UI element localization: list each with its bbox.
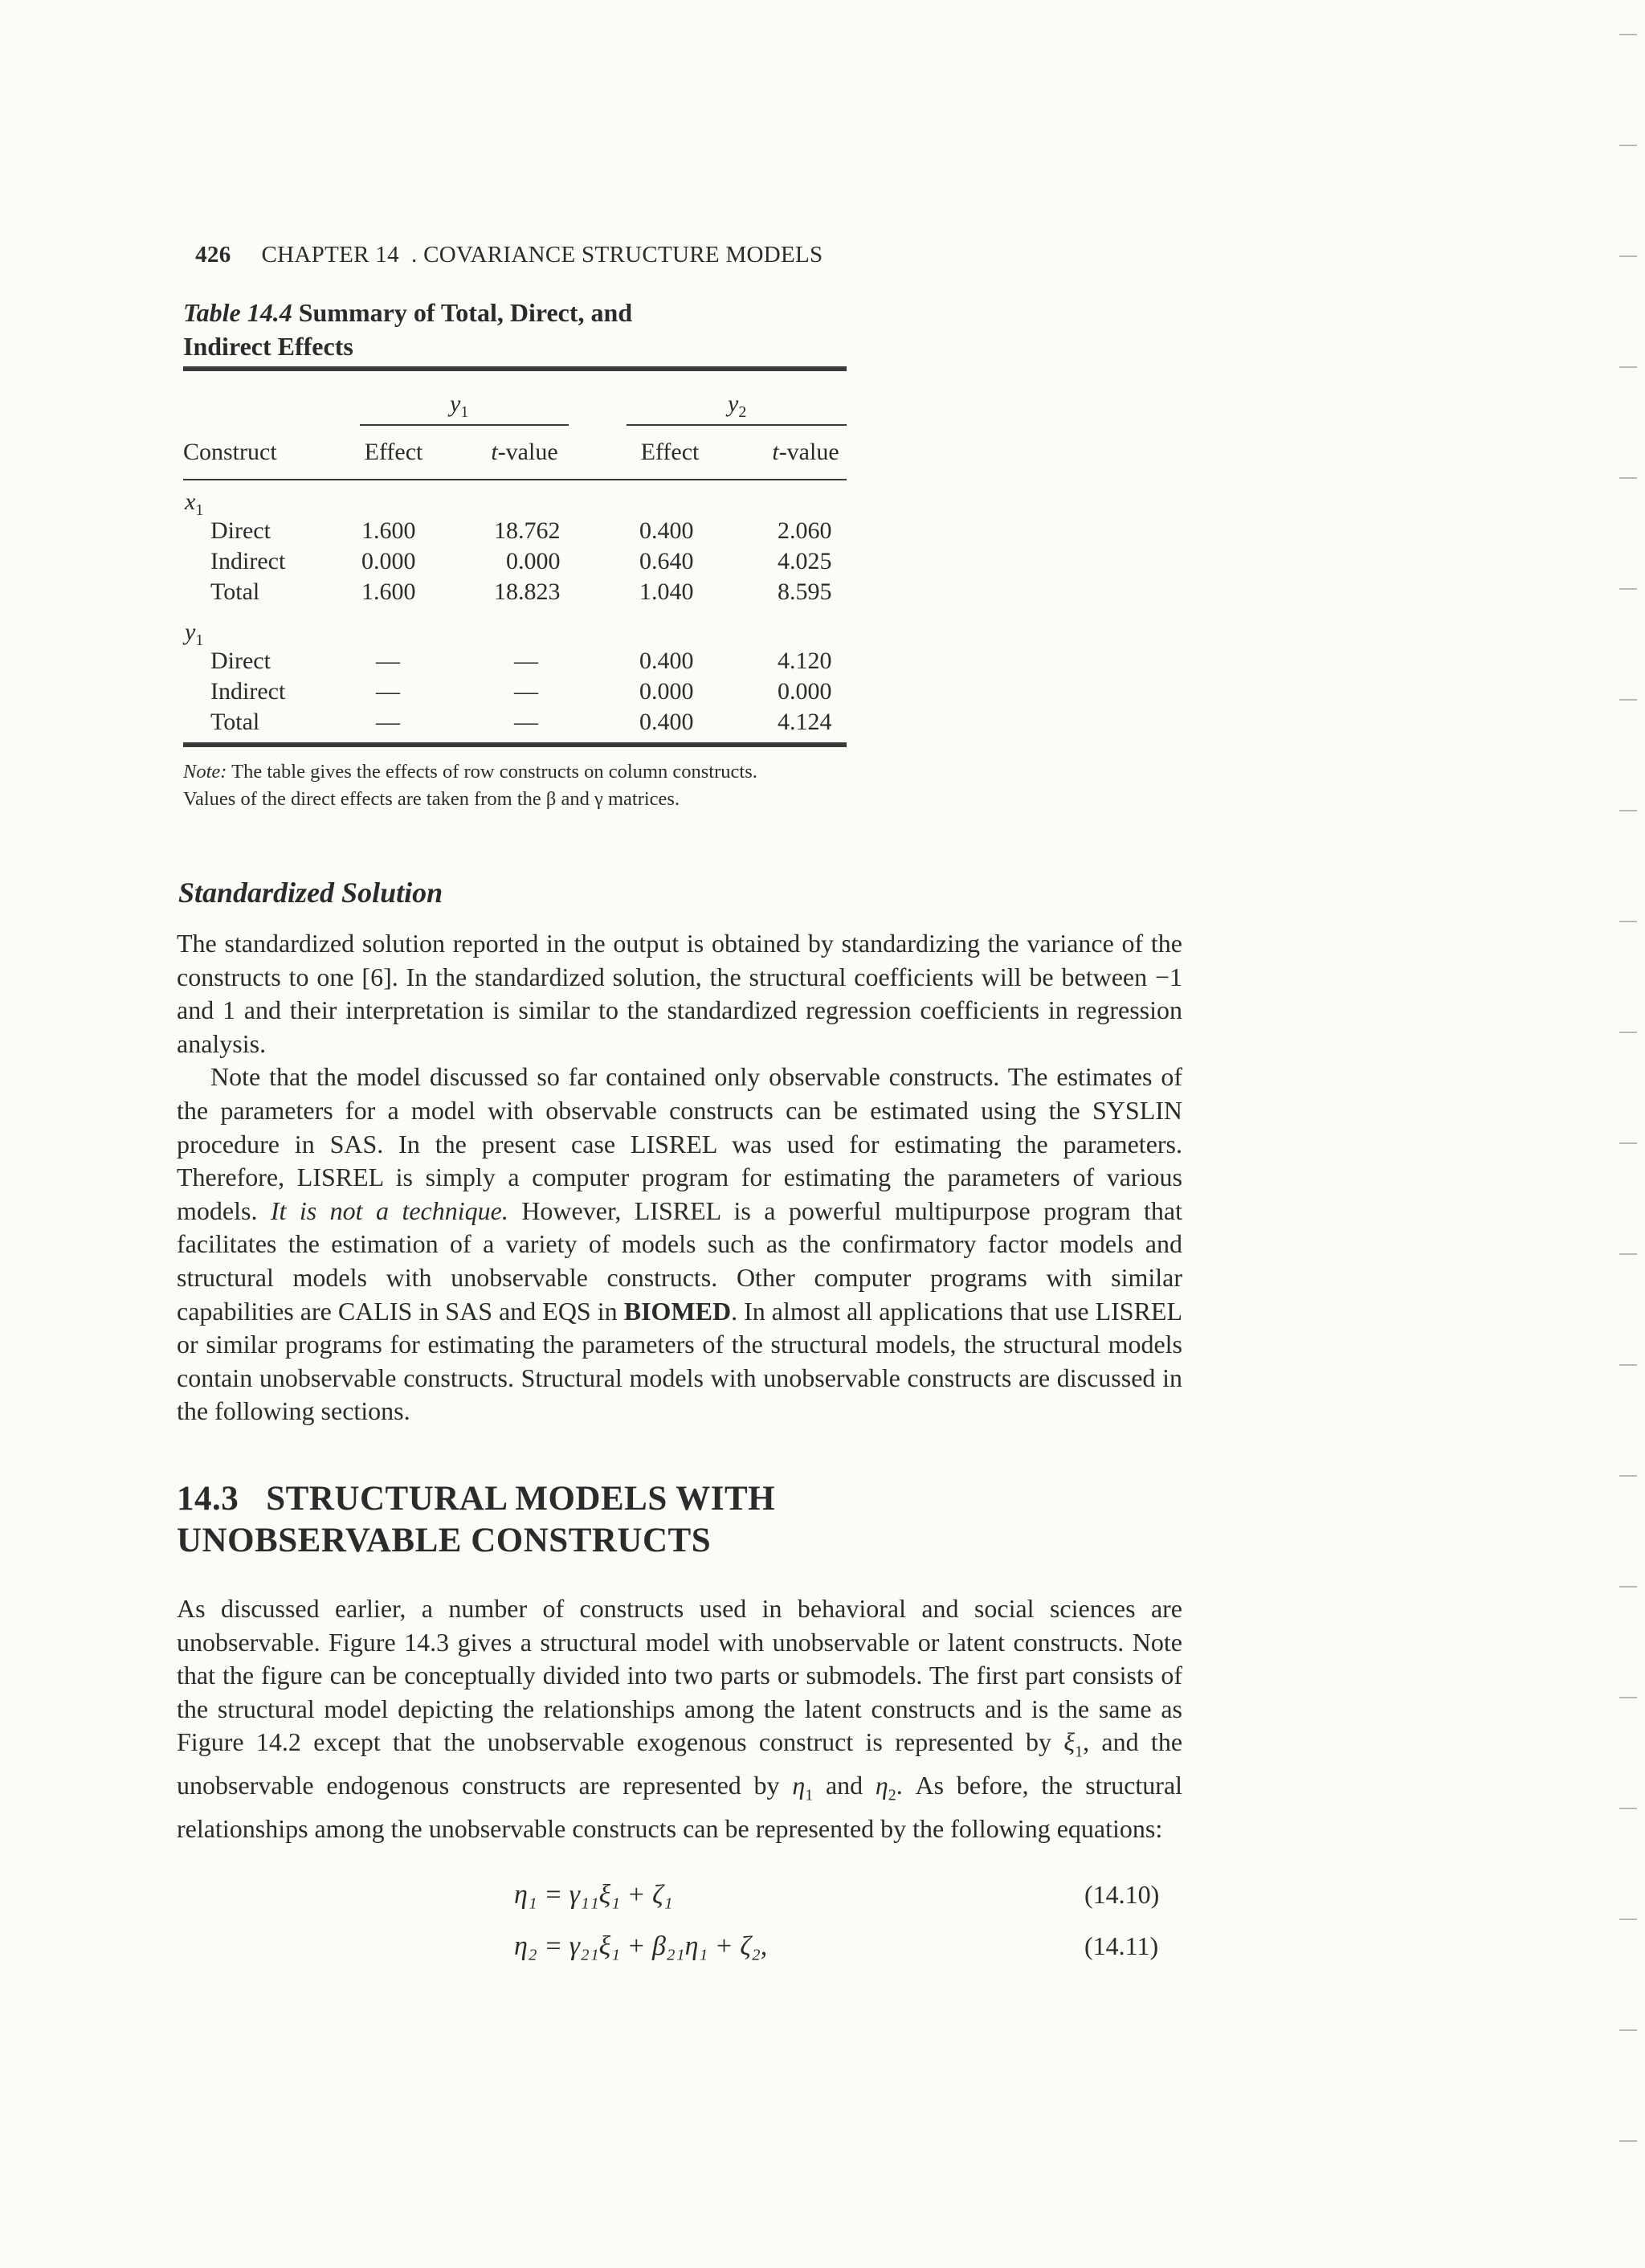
equation: η₁ = γ₁₁ξ₁ + ζ₁ bbox=[514, 1880, 673, 1910]
group-rule-y2 bbox=[627, 424, 847, 426]
group-header-y2: $y_2$ bbox=[728, 390, 747, 421]
table-cell: 1.040 bbox=[639, 578, 694, 605]
table-cell: — bbox=[514, 709, 538, 735]
scan-mark bbox=[1619, 477, 1637, 479]
group-header-y1: $y_1$ bbox=[450, 390, 469, 421]
table-cell: 0.400 bbox=[639, 709, 694, 735]
col-header-tvalue-y1: t-value bbox=[491, 439, 558, 465]
page-number: 426 bbox=[195, 242, 231, 268]
table-cell: 18.762 bbox=[494, 517, 561, 544]
col-header-tvalue-y2: t-value bbox=[772, 439, 839, 465]
row-label: Indirect bbox=[210, 548, 286, 574]
col-header-effect-y1: Effect bbox=[364, 439, 423, 465]
paragraph: As discussed earlier, a number of constructs used in behavioral and social sciences are unobservable. Figure 14.3 gives a structural model with unobservable or latent constructs. Note that the figure can be conceptually divided into two parts or submodels. The first part consists of the structural model depicting the relationships among the latent constructs and is the same as Figure 14.2 except that the unobservable exogenous construct is represented by $\xi_1$, and the unobservable endogenous constructs are represented by $\eta_1$ and $\eta_2$. As before, the structural relationships among the unobservable constructs can be represented by the following equations: bbox=[177, 1594, 1183, 1844]
equation: η₂ = γ₂₁ξ₁ + β₂₁η₁ + ζ₂, bbox=[514, 1931, 768, 1961]
row-label: Indirect bbox=[210, 678, 286, 705]
scan-mark bbox=[1619, 810, 1637, 811]
table-title-line1: Summary of Total, Direct, and bbox=[298, 298, 633, 327]
table-top-rule bbox=[183, 366, 847, 371]
table-cell: 2.060 bbox=[778, 517, 832, 544]
table-cell: 1.600 bbox=[361, 578, 416, 605]
scan-mark bbox=[1619, 34, 1637, 35]
scan-mark bbox=[1619, 1586, 1637, 1588]
scan-mark bbox=[1619, 1142, 1637, 1144]
paragraph: Note that the model discussed so far contained only observable constructs. The estimates of the parameters for a model with observable constructs can be estimated using the SYSLIN procedure in SAS. In the present case LISREL was used for estimating the parameters. Therefore, LISREL is simply a computer program for estimating the parameters of various models. It is not a technique. However, LISREL is a powerful multipurpose program that facilitates the estimation of a variety of models such as the confirmatory factor models and structural models with unobservable constructs. Other computer programs with similar capabilities are CALIS in SAS and EQS in BIOMED. In almost all applications that use LISREL or similar programs for estimating the parameters of the structural models, the structural models contain unobservable constructs. Structural models with unobservable constructs are discussed in the following sections. bbox=[177, 1062, 1183, 1426]
scan-mark bbox=[1619, 1032, 1637, 1033]
header-rule bbox=[183, 479, 847, 480]
section-heading: 14.3 STRUCTURAL MODELS WITH UNOBSERVABLE CONSTRUCTS bbox=[177, 1480, 776, 1559]
scan-mark bbox=[1619, 145, 1637, 146]
block-label-x1: $x_1$ bbox=[185, 488, 204, 519]
row-label: Direct bbox=[210, 648, 271, 674]
table-cell: 1.600 bbox=[361, 517, 416, 544]
row-label: Total bbox=[210, 578, 260, 605]
scan-mark bbox=[1619, 1808, 1637, 1809]
table-title-line2: Indirect Effects bbox=[183, 332, 353, 361]
table-cell: 4.120 bbox=[778, 648, 832, 674]
table-caption bbox=[183, 296, 874, 363]
row-label: Direct bbox=[210, 517, 271, 544]
scan-mark bbox=[1619, 699, 1637, 701]
equation-number: (14.11) bbox=[1084, 1931, 1159, 1960]
table-cell: 0.000 bbox=[361, 548, 416, 574]
table-cell: 0.000 bbox=[639, 678, 694, 705]
scan-mark bbox=[1619, 1475, 1637, 1477]
table-cell: 0.000 bbox=[778, 678, 832, 705]
scan-mark bbox=[1619, 1697, 1637, 1698]
table-cell: 0.400 bbox=[639, 648, 694, 674]
col-header-construct: Construct bbox=[183, 439, 277, 465]
table-cell: 18.823 bbox=[494, 578, 561, 605]
table-cell: 0.640 bbox=[639, 548, 694, 574]
group-rule-y1 bbox=[360, 424, 569, 426]
scan-mark bbox=[1619, 2029, 1637, 2031]
section-body bbox=[177, 1592, 1182, 1846]
scan-mark bbox=[1619, 588, 1637, 590]
table-cell: 0.000 bbox=[506, 548, 561, 574]
scan-mark bbox=[1619, 1919, 1637, 1920]
scan-mark bbox=[1619, 255, 1637, 257]
equation-number: (14.10) bbox=[1084, 1880, 1160, 1909]
standardized-body bbox=[177, 927, 1182, 1428]
table-cell: — bbox=[376, 648, 400, 674]
col-header-effect-y2: Effect bbox=[640, 439, 700, 465]
scan-mark bbox=[1619, 366, 1637, 368]
scan-mark bbox=[1619, 921, 1637, 922]
running-head bbox=[183, 215, 822, 268]
table-cell: 4.124 bbox=[778, 709, 832, 735]
paragraph: The standardized solution reported in the output is obtained by standardizing the variance of the constructs to one [6]. In the standardized solution, the structural coefficients will be between −1 and 1 and their interpretation is similar to the standardized regression coefficients in regression analysis. bbox=[177, 929, 1182, 1058]
table-cell: — bbox=[376, 678, 400, 705]
scan-mark bbox=[1619, 1253, 1637, 1255]
table-cell: 8.595 bbox=[778, 578, 832, 605]
block-label-y1: $y_1$ bbox=[185, 619, 204, 649]
table-bottom-rule bbox=[183, 742, 847, 747]
table-label: Table 14.4 bbox=[183, 298, 292, 327]
row-label: Total bbox=[210, 709, 260, 735]
table-cell: 0.400 bbox=[639, 517, 694, 544]
table-cell: 4.025 bbox=[778, 548, 832, 574]
table-note: Note: The table gives the effects of row constructs on column constructs. Values of the direct effects are taken from the β and γ matrices. bbox=[183, 761, 757, 810]
table-cell: — bbox=[376, 709, 400, 735]
table-cell: — bbox=[514, 678, 538, 705]
scan-mark bbox=[1619, 1364, 1637, 1366]
chapter-title: CHAPTER 14 . COVARIANCE STRUCTURE MODELS bbox=[261, 242, 823, 268]
scan-mark bbox=[1619, 2140, 1637, 2142]
table-cell: — bbox=[514, 648, 538, 674]
subsection-heading: Standardized Solution bbox=[178, 877, 443, 909]
